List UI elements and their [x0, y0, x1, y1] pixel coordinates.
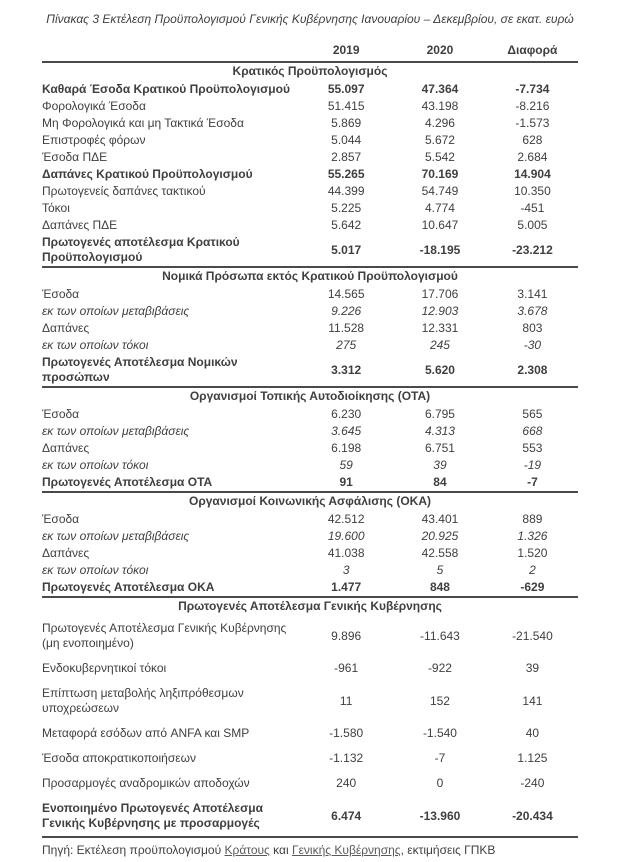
table-body	[42, 61, 578, 836]
row-value: 4.774	[424, 201, 455, 215]
row-value: 40	[525, 726, 540, 740]
row-value: 10.647	[421, 218, 459, 232]
section-header: Κρατικός Προϋπολογισμός	[42, 61, 578, 81]
row-value: 3.312	[331, 362, 362, 377]
row-label: Ενδοκυβερνητικοί τόκοι	[42, 661, 167, 675]
table-row	[42, 616, 578, 656]
row-value: 803	[522, 321, 543, 335]
row-value: 11.528	[328, 321, 365, 335]
table-row	[42, 474, 578, 491]
row-value: -30	[523, 338, 542, 352]
row-value: -629	[520, 580, 545, 594]
row-value: 848	[429, 580, 450, 594]
row-label: Πρωτογενείς δαπάνες τακτικού	[42, 184, 206, 198]
row-value: 5.017	[331, 242, 362, 257]
table-row	[42, 217, 578, 234]
row-label: Έσοδα αποκρατικοποιήσεων	[42, 751, 196, 765]
row-label: Τόκοι	[42, 201, 70, 215]
row-value: 6.198	[331, 441, 362, 455]
row-value: 5.620	[424, 362, 455, 377]
source-prefix: Πηγή: Εκτέλεση προϋπολογισμού	[42, 843, 225, 857]
row-value: 3.645	[331, 424, 362, 438]
row-label: Πρωτογενές Αποτέλεσμα Νομικών προσώπων	[42, 355, 238, 384]
row-value: 5.044	[331, 133, 362, 147]
row-value: -1.132	[329, 751, 364, 765]
row-value: -961	[334, 661, 359, 675]
column-header-2020: 2020	[426, 43, 454, 57]
row-value: 9.226	[331, 304, 362, 318]
row-label: Δαπάνες ΠΔΕ	[42, 218, 118, 232]
table-section	[42, 596, 578, 836]
row-label: Πρωτογενές αποτέλεσμα Κρατικού Προϋπολογισμού	[42, 235, 240, 264]
row-value: 91	[339, 475, 353, 489]
row-value: 3	[342, 563, 350, 577]
row-value: 0	[436, 776, 444, 790]
row-value: -451	[520, 201, 545, 215]
row-label: Προσαρμογές αναδρομικών αποδοχών	[42, 776, 250, 790]
table-section	[42, 61, 578, 266]
row-value: 5.005	[517, 218, 548, 232]
source-link-general-government[interactable]: Γενικής Κυβέρνησης	[291, 843, 401, 857]
row-label: Δαπάνες Κρατικού Προϋπολογισμού	[42, 167, 253, 181]
row-value: 1.125	[517, 751, 548, 765]
row-value: 3.678	[517, 304, 548, 318]
row-value: 14.565	[327, 287, 365, 301]
row-value: 42.558	[421, 546, 459, 560]
row-value: 44.399	[327, 184, 365, 198]
section-header: Νομικά Πρόσωπα εκτός Κρατικού Προϋπολογισμού	[42, 266, 578, 286]
row-value: 59	[339, 458, 353, 472]
table-header-row	[42, 41, 578, 61]
table-row	[42, 771, 578, 796]
row-value: 4.313	[424, 424, 455, 438]
row-value: -23.212	[512, 242, 553, 257]
row-value: 1.520	[517, 546, 548, 560]
row-value: 4.296	[424, 116, 455, 130]
table-row	[42, 423, 578, 440]
table-row	[42, 286, 578, 303]
row-value: 5.225	[331, 201, 362, 215]
source-note	[42, 838, 578, 862]
table-section	[42, 386, 578, 491]
row-value: 6.795	[424, 407, 455, 421]
table-row	[42, 579, 578, 596]
row-value: 2.308	[517, 362, 548, 377]
table-row	[42, 200, 578, 217]
table-row	[42, 166, 578, 183]
row-value: 84	[433, 475, 447, 489]
table-section	[42, 491, 578, 596]
row-label: Έσοδα	[42, 512, 80, 526]
row-label: εκ των οποίων τόκοι	[42, 338, 149, 352]
row-label: Καθαρά Έσοδα Κρατικού Προϋπολογισμού	[42, 82, 290, 96]
row-value: 2.684	[517, 150, 548, 164]
table-row	[42, 303, 578, 320]
row-label: Έσοδα	[42, 407, 80, 421]
row-value: -11.643	[420, 628, 460, 643]
row-value: 51.415	[327, 99, 365, 113]
row-value: -20.434	[512, 808, 553, 823]
row-label: Δαπάνες	[42, 321, 90, 335]
table-row	[42, 545, 578, 562]
table-row	[42, 440, 578, 457]
row-value: 2	[529, 563, 536, 577]
source-middle: και	[269, 843, 292, 857]
table-row	[42, 457, 578, 474]
row-value: 11	[339, 693, 353, 708]
table-row	[42, 656, 578, 681]
row-value: 39	[433, 458, 447, 472]
row-label: εκ των οποίων μεταβιβάσεις	[42, 529, 190, 543]
row-value: -13.960	[419, 808, 461, 823]
table-row	[42, 528, 578, 545]
row-value: 245	[429, 338, 450, 352]
row-value: 17.706	[421, 287, 459, 301]
row-value: 55.097	[327, 82, 365, 96]
row-value: -7	[434, 751, 446, 765]
row-label: Πρωτογενές Αποτέλεσμα ΟΚΑ	[42, 580, 215, 594]
row-label: Επίπτωση μεταβολής ληξιπρόθεσμων υποχρεώσεων	[42, 686, 244, 715]
section-header: Οργανισμοί Κοινωνικής Ασφάλισης (ΟΚΑ)	[42, 491, 578, 511]
source-link-state-budget[interactable]: Κράτους	[224, 843, 270, 857]
row-value: -8.216	[515, 99, 550, 113]
row-value: 2.857	[331, 150, 362, 164]
row-label: Μεταφορά εσόδων από ANFA και SMP	[42, 726, 250, 740]
row-value: 628	[522, 133, 543, 147]
row-value: 5	[436, 563, 444, 577]
section-header: Οργανισμοί Τοπικής Αυτοδιοίκησης (ΟΤΑ)	[42, 386, 578, 406]
row-value: 889	[522, 512, 543, 526]
row-value: 668	[522, 424, 543, 438]
row-value: 19.600	[327, 529, 365, 543]
row-value: 70.169	[421, 167, 459, 181]
row-value: 5.869	[331, 116, 362, 130]
row-value: 565	[522, 407, 543, 421]
source-suffix: , εκτιμήσεις ΓΠΚΒ	[400, 843, 496, 857]
table-row	[42, 149, 578, 166]
row-label: Έσοδα ΠΔΕ	[42, 150, 108, 164]
row-value: -7	[527, 475, 538, 489]
row-value: 10.350	[514, 184, 551, 198]
row-value: 141	[522, 693, 543, 708]
row-label: Πρωτογενές Αποτέλεσμα Γενικής Κυβέρνησης (μη ενοποιημένο)	[42, 621, 287, 650]
table-row	[42, 796, 578, 836]
row-label: Πρωτογενές Αποτέλεσμα ΟΤΑ	[42, 475, 213, 489]
row-value: -240	[520, 776, 545, 790]
row-value: -18.195	[419, 242, 461, 257]
row-value: 41.038	[327, 546, 365, 560]
row-label: Φορολογικά Έσοδα	[42, 99, 146, 113]
table-row	[42, 746, 578, 771]
section-header: Πρωτογενές Αποτέλεσμα Γενικής Κυβέρνησης	[42, 596, 578, 616]
row-value: 39	[525, 661, 540, 675]
table-row	[42, 320, 578, 337]
table-section	[42, 266, 578, 386]
column-header-diafora: Διαφορά	[507, 43, 558, 57]
row-value: 54.749	[421, 184, 459, 198]
row-label: εκ των οποίων μεταβιβάσεις	[42, 304, 190, 318]
row-value: 20.925	[421, 529, 459, 543]
row-label: Μη Φορολογικά και μη Τακτικά Έσοδα	[42, 116, 244, 130]
row-value: 12.331	[421, 321, 459, 335]
column-header-2019: 2019	[332, 43, 360, 57]
row-value: 3.141	[517, 287, 548, 301]
row-value: 43.198	[421, 99, 459, 113]
table-row	[42, 562, 578, 579]
row-value: 1.477	[331, 580, 362, 594]
row-label: εκ των οποίων τόκοι	[42, 458, 149, 472]
budget-table	[42, 41, 578, 838]
row-value: -1.573	[515, 116, 550, 130]
row-value: 5.542	[424, 150, 455, 164]
row-value: 275	[336, 338, 357, 352]
row-value: -21.540	[512, 628, 553, 643]
row-value: -7.734	[515, 82, 550, 96]
row-label: εκ των οποίων μεταβιβάσεις	[42, 424, 190, 438]
table-row	[42, 183, 578, 200]
row-value: 42.512	[327, 512, 365, 526]
table-title: Πίνακας 3 Εκτέλεση Προϋπολογισμού Γενικής Κυβέρνησης Ιανουαρίου – Δεκεμβρίου, σε εκατ. ευρώ	[46, 12, 574, 26]
table-row	[42, 81, 578, 98]
row-value: 6.751	[424, 441, 455, 455]
row-value: 47.364	[421, 82, 459, 96]
row-value: 5.672	[424, 133, 455, 147]
row-label: Έσοδα	[42, 287, 80, 301]
row-value: -1.580	[329, 726, 364, 740]
row-label: εκ των οποίων τόκοι	[42, 563, 149, 577]
row-value: 240	[336, 776, 357, 790]
row-value: 553	[522, 441, 543, 455]
row-label: Δαπάνες	[42, 441, 90, 455]
row-value: 152	[429, 693, 450, 708]
table-row	[42, 681, 578, 721]
row-value: 9.896	[331, 628, 362, 643]
row-value: 6.230	[331, 407, 362, 421]
table-row	[42, 115, 578, 132]
table-row	[42, 132, 578, 149]
row-value: 5.642	[331, 218, 362, 232]
row-value: 12.903	[421, 304, 459, 318]
table-row	[42, 98, 578, 115]
row-value: -922	[427, 661, 452, 675]
table-row	[42, 234, 578, 266]
row-label: Ενοποιημένο Πρωτογενές Αποτέλεσμα Γενικής Κυβέρνησης με προσαρμογές	[42, 801, 264, 830]
row-value: -19	[523, 458, 542, 472]
row-value: 43.401	[421, 512, 459, 526]
table-row	[42, 511, 578, 528]
table-row	[42, 406, 578, 423]
row-label: Δαπάνες	[42, 546, 90, 560]
table-row	[42, 337, 578, 354]
table-row	[42, 721, 578, 746]
row-value: 55.265	[327, 167, 365, 181]
row-value: -1.540	[422, 726, 457, 740]
row-value: 1.326	[517, 529, 548, 543]
row-value: 14.904	[514, 167, 551, 181]
table-row	[42, 354, 578, 386]
row-label: Επιστροφές φόρων	[42, 133, 146, 147]
row-value: 6.474	[331, 808, 362, 823]
